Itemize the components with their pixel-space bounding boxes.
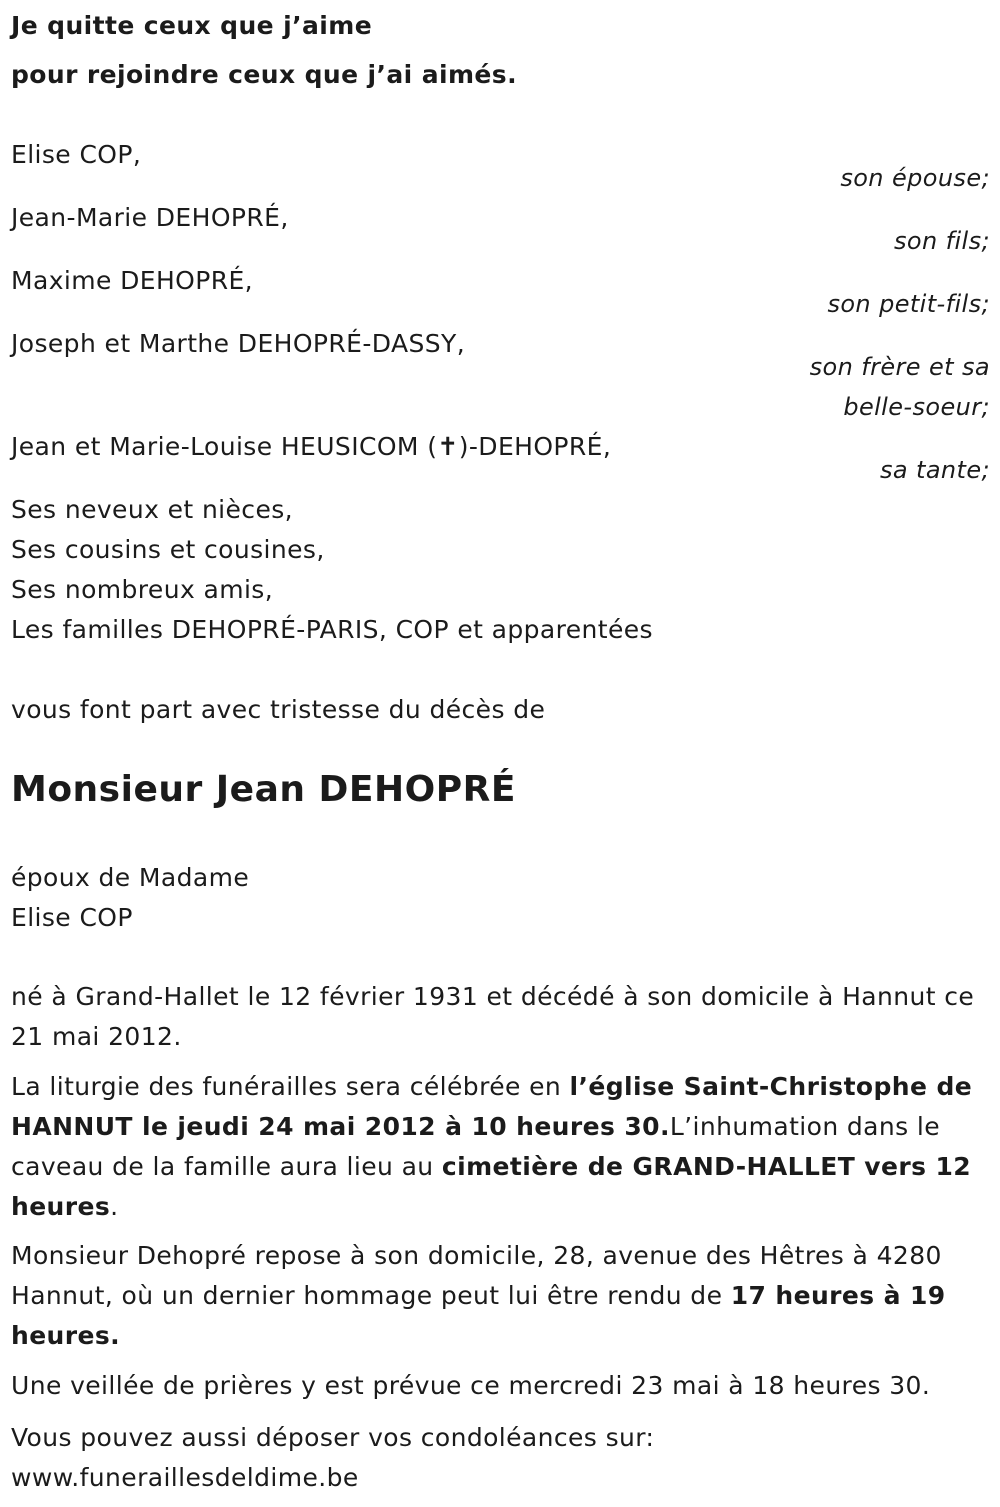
others-line: Ses neveux et nièces,	[11, 495, 294, 524]
spouse-line-2: Elise COP	[11, 903, 133, 932]
condolences-url[interactable]: www.funeraillesdeldime.be	[11, 1463, 359, 1492]
funeral-paragraph	[11, 1067, 993, 1227]
family-member-relation: son frère et sa	[809, 353, 990, 381]
funeral-text-1: La liturgie des funérailles sera célébrée en	[11, 1072, 570, 1101]
others-line: Ses cousins et cousines,	[11, 535, 325, 564]
vigil-paragraph: Une veillée de prières y est prévue ce mercredi 23 mai à 18 heures 30.	[11, 1371, 931, 1400]
family-member-name: Elise COP,	[11, 140, 142, 169]
family-member-relation: sa tante;	[879, 456, 990, 484]
funeral-text-3: .	[110, 1192, 119, 1221]
spouse-line-1: époux de Madame	[11, 863, 250, 892]
deceased-name: Monsieur Jean DEHOPRÉ	[11, 769, 516, 810]
announcement-text: vous font part avec tristesse du décès de	[11, 695, 546, 724]
family-member-relation: son petit-fils;	[827, 290, 990, 318]
family-member-name: Joseph et Marthe DEHOPRÉ-DASSY,	[11, 329, 466, 358]
epigraph-line-2: pour rejoindre ceux que j’ai aimés.	[11, 60, 517, 89]
resting-hours: 17 heures à 19 heures.	[11, 1281, 946, 1350]
condolences-text: Vous pouvez aussi déposer vos condoléances sur:	[11, 1423, 655, 1452]
epigraph-line-1: Je quitte ceux que j’aime	[11, 11, 373, 40]
funeral-church-details: l’église Saint-Christophe de HANNUT le jeudi 24 mai 2012 à 10 heures 30.	[11, 1072, 973, 1141]
family-member-relation: belle-soeur;	[843, 393, 990, 421]
birth-death-paragraph: né à Grand-Hallet le 12 février 1931 et décédé à son domicile à Hannut ce 21 mai 2012.	[11, 982, 975, 1051]
resting-paragraph	[11, 1236, 993, 1356]
funeral-text-2: L’inhumation dans le caveau de la famille aura lieu au	[11, 1112, 941, 1181]
others-line: Ses nombreux amis,	[11, 575, 274, 604]
family-member-name: Jean et Marie-Louise HEUSICOM (✝)-DEHOPRÉ,	[11, 432, 612, 461]
others-line: Les familles DEHOPRÉ-PARIS, COP et apparentées	[11, 615, 653, 644]
funeral-cemetery-details: cimetière de GRAND-HALLET vers 12 heures	[11, 1152, 972, 1221]
family-member-name: Jean-Marie DEHOPRÉ,	[11, 203, 289, 232]
family-member-relation: son épouse;	[840, 164, 990, 192]
family-member-name: Maxime DEHOPRÉ,	[11, 266, 254, 295]
family-member-relation: son fils;	[893, 227, 990, 255]
resting-text: Monsieur Dehopré repose à son domicile, 28, avenue des Hêtres à 4280 Hannut, où un dernier hommage peut lui être rendu de	[11, 1241, 942, 1310]
